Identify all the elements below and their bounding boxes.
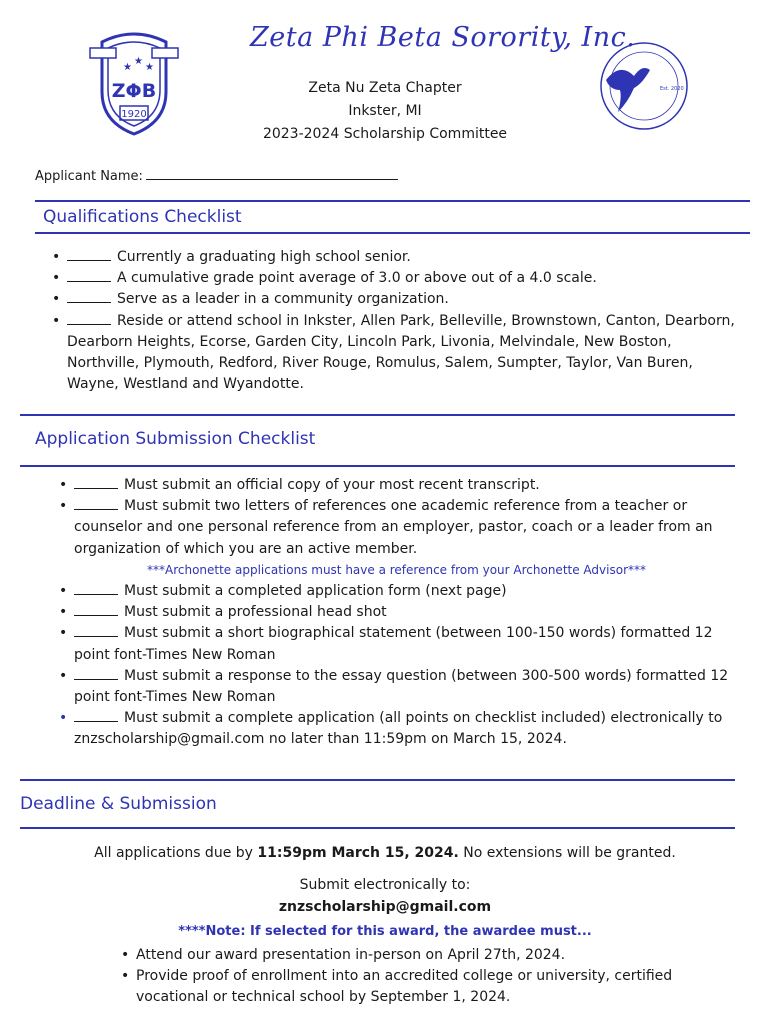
check-blank[interactable]: [67, 270, 111, 282]
due-line: [0, 845, 770, 861]
chapter-location: Inkster, MI: [348, 103, 422, 119]
due-suffix: No extensions will be granted.: [463, 845, 676, 861]
list-item: • Must submit two letters of references one academic reference from a teacher or counselor and one personal reference from an employer, pastor, coach or a leader from an organization of which you are an active member.: [59, 496, 749, 560]
section-rule: [20, 465, 735, 467]
awardee-note: ****Note: If selected for this award, the awardee must...: [178, 924, 592, 939]
section-rule: [20, 414, 735, 416]
section-rule: [20, 779, 735, 781]
dove-icon: [606, 68, 650, 112]
submit-email[interactable]: znzscholarship@gmail.com: [278, 899, 492, 915]
check-blank[interactable]: [74, 625, 118, 637]
due-prefix: All applications due by: [94, 845, 253, 861]
archonette-note-item: [59, 560, 749, 581]
check-blank[interactable]: [74, 583, 118, 595]
list-item: • Must submit an official copy of your most recent transcript.: [59, 475, 749, 496]
list-item: • Must submit a completed application form (next page): [59, 581, 749, 602]
list-item: • Must submit a short biographical statement (between 100-150 words) formatted 12 point font-Times New Roman: [59, 623, 749, 665]
submission-list: [59, 475, 749, 751]
check-blank[interactable]: [74, 498, 118, 510]
committee-name: 2023-2024 Scholarship Committee: [262, 126, 508, 142]
svg-text:★: ★: [123, 62, 132, 73]
list-item: • Must submit a response to the essay question (between 300-500 words) formatted 12 point font-Times New Roman: [59, 666, 749, 708]
list-item: • Attend our award presentation in-person on April 27th, 2024.: [121, 945, 681, 966]
archonette-note: ***Archonette applications must have a reference from your Archonette Advisor***: [146, 562, 647, 577]
list-item: • A cumulative grade point average of 3.0 or above out of a 4.0 scale.: [52, 268, 742, 289]
qualifications-title: Qualifications Checklist: [43, 207, 242, 227]
check-blank[interactable]: [74, 477, 118, 489]
submission-title: Application Submission Checklist: [35, 429, 316, 449]
deadline-title: Deadline & Submission: [20, 794, 217, 814]
list-item: • Provide proof of enrollment into an accredited college or university, certified vocational or technical school by September 1, 2024.: [121, 966, 681, 1008]
check-blank[interactable]: [74, 668, 118, 680]
dove-foundation-seal: [598, 40, 690, 132]
sorority-script-title: Zeta Phi Beta Sorority, Inc.: [250, 22, 636, 53]
check-blank[interactable]: [67, 291, 111, 303]
check-blank[interactable]: [74, 710, 118, 722]
crest-year: 1920: [121, 109, 147, 120]
check-blank[interactable]: [67, 313, 111, 325]
chapter-name: Zeta Nu Zeta Chapter: [308, 80, 462, 96]
list-item: • Currently a graduating high school senior.: [52, 247, 742, 268]
check-blank[interactable]: [74, 604, 118, 616]
applicant-name-line: [35, 168, 398, 184]
applicant-name-blank[interactable]: [146, 168, 398, 180]
section-rule: [35, 232, 750, 234]
check-blank[interactable]: [67, 249, 111, 261]
list-item: • Serve as a leader in a community organization.: [52, 289, 742, 310]
crest-letters: ZΦB: [111, 80, 157, 102]
due-date: 11:59pm March 15, 2024.: [257, 845, 459, 861]
section-rule: [35, 200, 750, 202]
qualifications-list: [52, 247, 742, 395]
svg-text:★: ★: [145, 62, 154, 73]
list-item: • Reside or attend school in Inkster, Allen Park, Belleville, Brownstown, Canton, Dearborn, Dearborn Heights, Ecorse, Garden City, Lincoln Park, Livonia, Melvindale, New Boston, Northville, Plymouth, Redford, River Rouge, Romulus, Salem, Sumpter, Taylor, Van Buren, Wayne, Westland and Wyandotte.: [52, 311, 742, 396]
list-item: • Must submit a complete application (all points on checklist included) electronically to znzscholarship@gmail.com no later than 11:59pm on March 15, 2024.: [59, 708, 749, 750]
awardee-requirements-list: [121, 945, 681, 1009]
seal-est-text: Est. 2020: [660, 86, 684, 92]
svg-text:★: ★: [134, 56, 143, 67]
submit-label: Submit electronically to:: [299, 877, 471, 893]
list-item: • Must submit a professional head shot: [59, 602, 749, 623]
section-rule: [20, 827, 735, 829]
applicant-name-label: Applicant Name:: [35, 169, 143, 184]
